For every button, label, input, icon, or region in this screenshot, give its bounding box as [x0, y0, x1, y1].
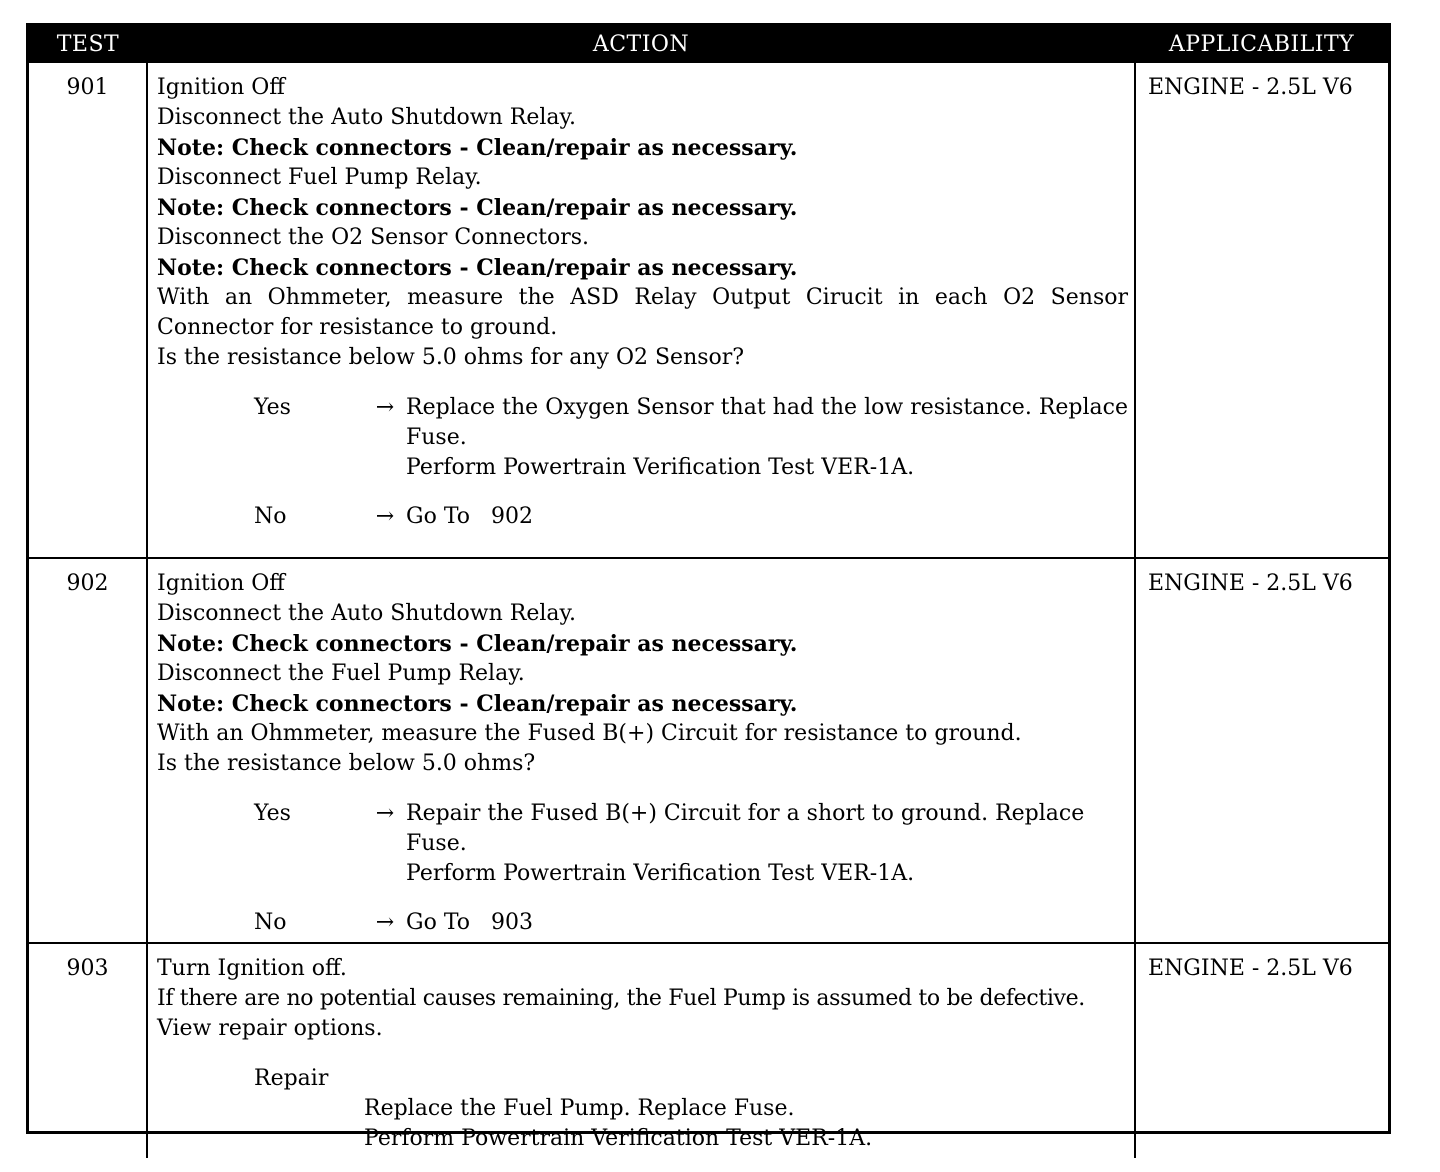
- outcome-label: No: [254, 504, 287, 529]
- note-line: Note: Check connectors - Clean/repair as necessary.: [157, 135, 798, 161]
- question-line: Is the resistance below 5.0 ohms?: [157, 751, 536, 776]
- action-cell: [147, 943, 1135, 1158]
- test-number: 903: [29, 943, 147, 1158]
- outcome-text: [406, 908, 1128, 938]
- outcome-label: Yes: [254, 395, 291, 420]
- repair-block: [157, 1064, 1128, 1154]
- outcomes: [157, 799, 1128, 938]
- applicability-cell: ENGINE - 2.5L V6: [1135, 558, 1388, 943]
- header-action: ACTION: [147, 26, 1135, 63]
- repair-line: Perform Powertrain Verification Test VER-1A.: [364, 1126, 873, 1151]
- diagnostic-test-table: [29, 26, 1388, 1158]
- outcome-label: No: [254, 910, 287, 935]
- outcome-text: [406, 799, 1128, 889]
- outcome-label: Yes: [254, 801, 291, 826]
- action-line: Turn Ignition off.: [157, 956, 347, 981]
- action-line: With an Ohmmeter, measure the ASD Relay Output Cirucit in each O2 Sensor Connector for resistance to ground.: [157, 285, 1128, 340]
- outcomes: [157, 393, 1128, 532]
- outcome-line: Repair the Fused B(+) Circuit for a short to ground. Replace Fuse.: [406, 801, 1085, 856]
- arrow-right-icon: →: [375, 801, 395, 826]
- action-line: Ignition Off: [157, 75, 285, 100]
- action-cell: [147, 558, 1135, 943]
- applicability-cell: ENGINE - 2.5L V6: [1135, 943, 1388, 1158]
- action-line: Disconnect Fuel Pump Relay.: [157, 165, 482, 190]
- goto-link[interactable]: Go To 902: [406, 504, 533, 529]
- action-line: Disconnect the Auto Shutdown Relay.: [157, 601, 577, 626]
- table-row: [29, 558, 1388, 943]
- outcome-text: [406, 502, 1128, 532]
- outcome-no: [157, 502, 1128, 532]
- question-line: Is the resistance below 5.0 ohms for any O2 Sensor?: [157, 345, 745, 370]
- outcome-yes: [157, 799, 1128, 889]
- arrow-right-icon: →: [375, 504, 395, 529]
- header-test: TEST: [29, 26, 147, 63]
- action-cell: [147, 63, 1135, 558]
- action-line: Disconnect the Auto Shutdown Relay.: [157, 105, 577, 130]
- table-row: [29, 943, 1388, 1158]
- arrow-right-icon: →: [375, 395, 395, 420]
- diagnostic-table-frame: [26, 23, 1391, 1151]
- outcome-no: [157, 908, 1128, 938]
- action-line: View repair options.: [157, 1016, 383, 1041]
- outcome-text: [406, 393, 1128, 483]
- note-line: Note: Check connectors - Clean/repair as necessary.: [157, 631, 798, 657]
- test-number: 901: [29, 63, 147, 558]
- repair-line: Replace the Fuel Pump. Replace Fuse.: [364, 1096, 795, 1121]
- goto-link[interactable]: Go To 903: [406, 910, 533, 935]
- outcome-line: Replace the Oxygen Sensor that had the low resistance. Replace Fuse.: [406, 395, 1128, 450]
- action-line: If there are no potential causes remaining, the Fuel Pump is assumed to be defective.: [157, 986, 1085, 1011]
- action-line: Ignition Off: [157, 571, 285, 596]
- applicability-cell: ENGINE - 2.5L V6: [1135, 63, 1388, 558]
- action-line: With an Ohmmeter, measure the Fused B(+) Circuit for resistance to ground.: [157, 721, 1022, 746]
- outcome-line: Perform Powertrain Verification Test VER-1A.: [406, 861, 915, 886]
- table-row: [29, 63, 1388, 558]
- action-line: Disconnect the O2 Sensor Connectors.: [157, 225, 590, 250]
- action-line: Disconnect the Fuel Pump Relay.: [157, 661, 525, 686]
- header-applicability: APPLICABILITY: [1135, 26, 1388, 63]
- outcome-line: Perform Powertrain Verification Test VER-1A.: [406, 455, 915, 480]
- note-line: Note: Check connectors - Clean/repair as necessary.: [157, 255, 798, 281]
- outcome-yes: [157, 393, 1128, 483]
- table-header-row: [29, 26, 1388, 63]
- repair-label: Repair: [254, 1066, 329, 1091]
- arrow-right-icon: →: [375, 910, 395, 935]
- note-line: Note: Check connectors - Clean/repair as necessary.: [157, 691, 798, 717]
- note-line: Note: Check connectors - Clean/repair as necessary.: [157, 195, 798, 221]
- test-number: 902: [29, 558, 147, 943]
